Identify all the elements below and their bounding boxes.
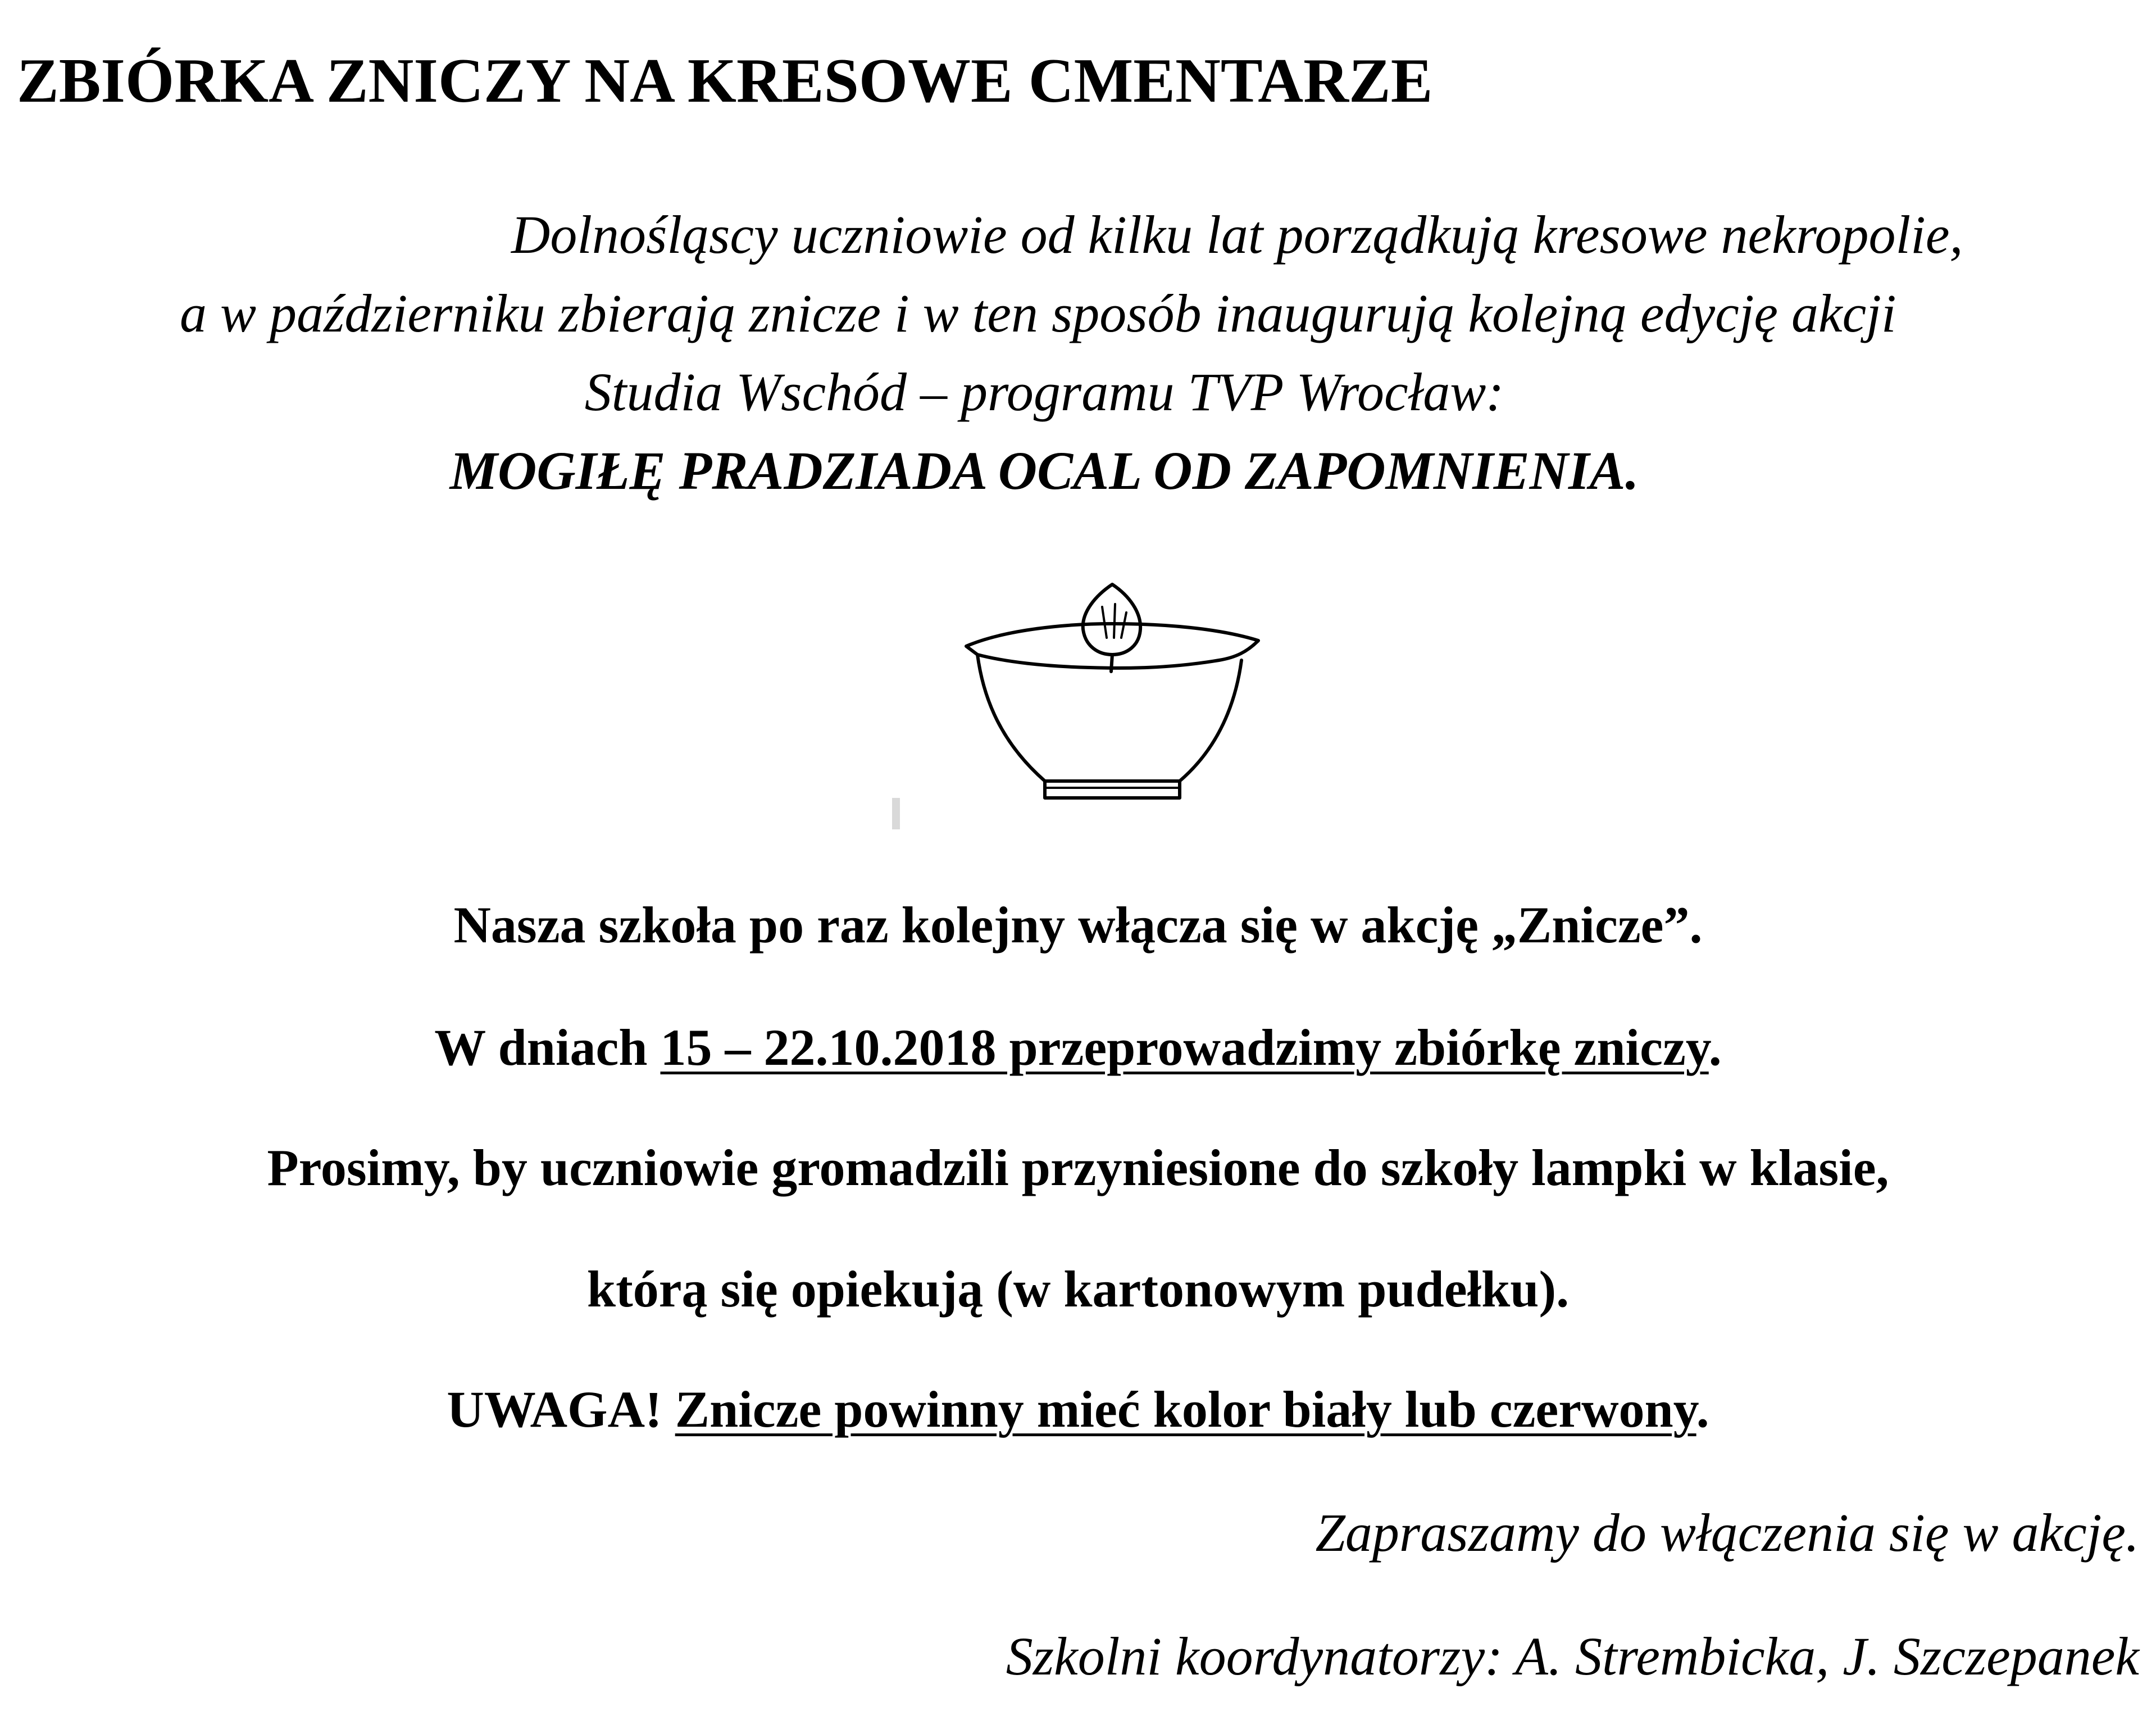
candle-flame — [1083, 584, 1140, 655]
candle-base — [1045, 781, 1180, 798]
intro-line-2: a w październiku zbierają znicze i w ten sposób inaugurują kolejną edycję akcji — [180, 283, 1896, 343]
collection-dates: 15 – 22.10.2018 przeprowadzimy zbiórkę zniczy — [660, 1019, 1709, 1076]
intro-line-1: Dolnośląscy uczniowie od kilku lat porządkują kresowe nekropolie, — [511, 205, 1963, 265]
notice-line-5-suffix: . — [1696, 1381, 1709, 1438]
candle-bowl — [977, 655, 1241, 781]
invitation: Zapraszamy do włączenia się w akcję. — [1315, 1503, 2139, 1563]
color-requirement: Znicze powinny mieć kolor biały lub czerwony — [675, 1381, 1696, 1438]
grave-candle-drawing — [955, 568, 1270, 815]
notice-line-2-prefix: W dniach — [434, 1019, 661, 1076]
grave-candle-icon — [955, 568, 1270, 815]
notice-line-3: Prosimy, by uczniowie gromadzili przyniesione do szkoły lampki w klasie, — [267, 1139, 1889, 1196]
coordinators-signature: Szkolni koordynatorzy: A. Strembicka, J. Szczepanek — [1006, 1626, 2139, 1686]
slogan — [0, 432, 2156, 510]
faint-mark — [892, 798, 900, 829]
notice-line-1: Nasza szkoła po raz kolejny włącza się w akcję „Znicze”. — [453, 896, 1703, 954]
warning-label: UWAGA! — [447, 1381, 675, 1438]
intro-line-3 — [0, 353, 2156, 432]
notice-line-2 — [0, 1019, 2156, 1076]
notice-line-5 — [0, 1381, 2156, 1438]
candle-wick — [1111, 655, 1112, 671]
intro-line-3-text: Studia Wschód – programu TVP Wrocław: — [584, 362, 1504, 422]
slogan-text: MOGIŁĘ PRADZIADA OCAL OD ZAPOMNIENIA. — [449, 441, 1639, 501]
page-title: ZBIÓRKA ZNICZY NA KRESOWE CMENTARZE — [17, 46, 1433, 116]
notice-line-2-suffix: . — [1708, 1019, 1722, 1076]
notice-line-4: którą się opiekują (w kartonowym pudełku). — [586, 1260, 1570, 1318]
